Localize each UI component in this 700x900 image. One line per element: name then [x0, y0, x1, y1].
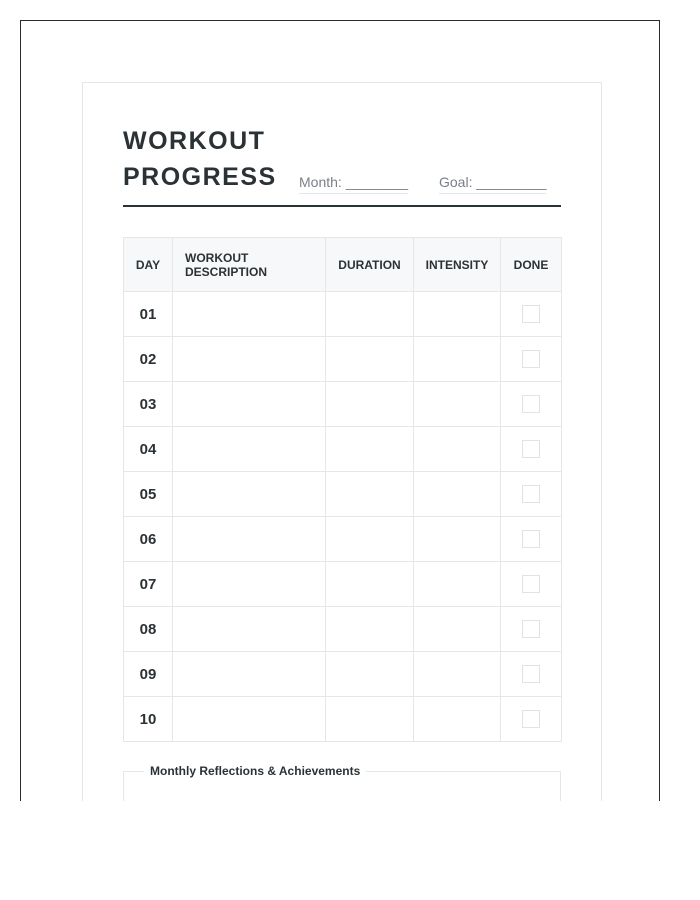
month-field[interactable]: Month: ________ [299, 174, 408, 194]
done-checkbox[interactable] [522, 710, 540, 728]
workout-description-cell[interactable] [173, 337, 326, 382]
done-checkbox[interactable] [522, 440, 540, 458]
intensity-cell[interactable] [414, 427, 501, 472]
column-header-done: DONE [501, 238, 562, 292]
workout-description-cell[interactable] [173, 562, 326, 607]
intensity-cell[interactable] [414, 652, 501, 697]
done-cell [501, 472, 562, 517]
done-checkbox[interactable] [522, 620, 540, 638]
done-cell [501, 292, 562, 337]
workout-sheet [82, 82, 602, 801]
reflections-box[interactable] [123, 764, 561, 801]
day-number: 05 [124, 472, 173, 517]
done-cell [501, 517, 562, 562]
duration-cell[interactable] [326, 382, 414, 427]
day-number: 09 [124, 652, 173, 697]
workout-description-cell[interactable] [173, 517, 326, 562]
day-number: 06 [124, 517, 173, 562]
goal-field[interactable]: Goal: _________ [439, 174, 546, 194]
workout-description-cell[interactable] [173, 652, 326, 697]
done-checkbox[interactable] [522, 665, 540, 683]
duration-cell[interactable] [326, 562, 414, 607]
duration-cell[interactable] [326, 427, 414, 472]
intensity-cell[interactable] [414, 607, 501, 652]
done-checkbox[interactable] [522, 395, 540, 413]
done-cell [501, 652, 562, 697]
workout-description-cell[interactable] [173, 697, 326, 742]
table-row [124, 517, 562, 562]
duration-cell[interactable] [326, 337, 414, 382]
done-checkbox[interactable] [522, 575, 540, 593]
title-divider [123, 205, 561, 207]
duration-cell[interactable] [326, 652, 414, 697]
intensity-cell[interactable] [414, 337, 501, 382]
day-number: 01 [124, 292, 173, 337]
day-number: 07 [124, 562, 173, 607]
table-row [124, 607, 562, 652]
column-header-duration: DURATION [326, 238, 414, 292]
done-checkbox[interactable] [522, 530, 540, 548]
duration-cell[interactable] [326, 517, 414, 562]
day-number: 03 [124, 382, 173, 427]
table-row [124, 472, 562, 517]
reflections-label: Monthly Reflections & Achievements [144, 764, 366, 778]
workout-description-cell[interactable] [173, 382, 326, 427]
title-line-2: PROGRESS [123, 163, 277, 191]
page-title [123, 123, 277, 195]
done-checkbox[interactable] [522, 305, 540, 323]
done-cell [501, 382, 562, 427]
duration-cell[interactable] [326, 697, 414, 742]
intensity-cell[interactable] [414, 562, 501, 607]
duration-cell[interactable] [326, 292, 414, 337]
done-checkbox[interactable] [522, 350, 540, 368]
table-header-row [124, 238, 562, 292]
table-row [124, 292, 562, 337]
title-line-1: WORKOUT [123, 127, 266, 155]
column-header-description-line-2: DESCRIPTION [185, 264, 268, 279]
workout-description-cell[interactable] [173, 607, 326, 652]
table-row [124, 562, 562, 607]
page-frame [20, 20, 660, 801]
day-number: 02 [124, 337, 173, 382]
table-row [124, 427, 562, 472]
day-number: 10 [124, 697, 173, 742]
table-row [124, 337, 562, 382]
day-number: 04 [124, 427, 173, 472]
workout-description-cell[interactable] [173, 427, 326, 472]
done-cell [501, 562, 562, 607]
column-header-day: DAY [124, 238, 173, 292]
table-row [124, 382, 562, 427]
intensity-cell[interactable] [414, 697, 501, 742]
intensity-cell[interactable] [414, 292, 501, 337]
workout-table [123, 237, 562, 742]
done-cell [501, 697, 562, 742]
workout-description-cell[interactable] [173, 292, 326, 337]
day-number: 08 [124, 607, 173, 652]
column-header-description [173, 238, 326, 292]
done-cell [501, 427, 562, 472]
done-checkbox[interactable] [522, 485, 540, 503]
intensity-cell[interactable] [414, 517, 501, 562]
intensity-cell[interactable] [414, 472, 501, 517]
duration-cell[interactable] [326, 472, 414, 517]
column-header-description-line-1: WORKOUT [185, 250, 249, 265]
column-header-intensity: INTENSITY [414, 238, 501, 292]
table-row [124, 697, 562, 742]
duration-cell[interactable] [326, 607, 414, 652]
workout-description-cell[interactable] [173, 472, 326, 517]
table-row [124, 652, 562, 697]
intensity-cell[interactable] [414, 382, 501, 427]
done-cell [501, 337, 562, 382]
done-cell [501, 607, 562, 652]
